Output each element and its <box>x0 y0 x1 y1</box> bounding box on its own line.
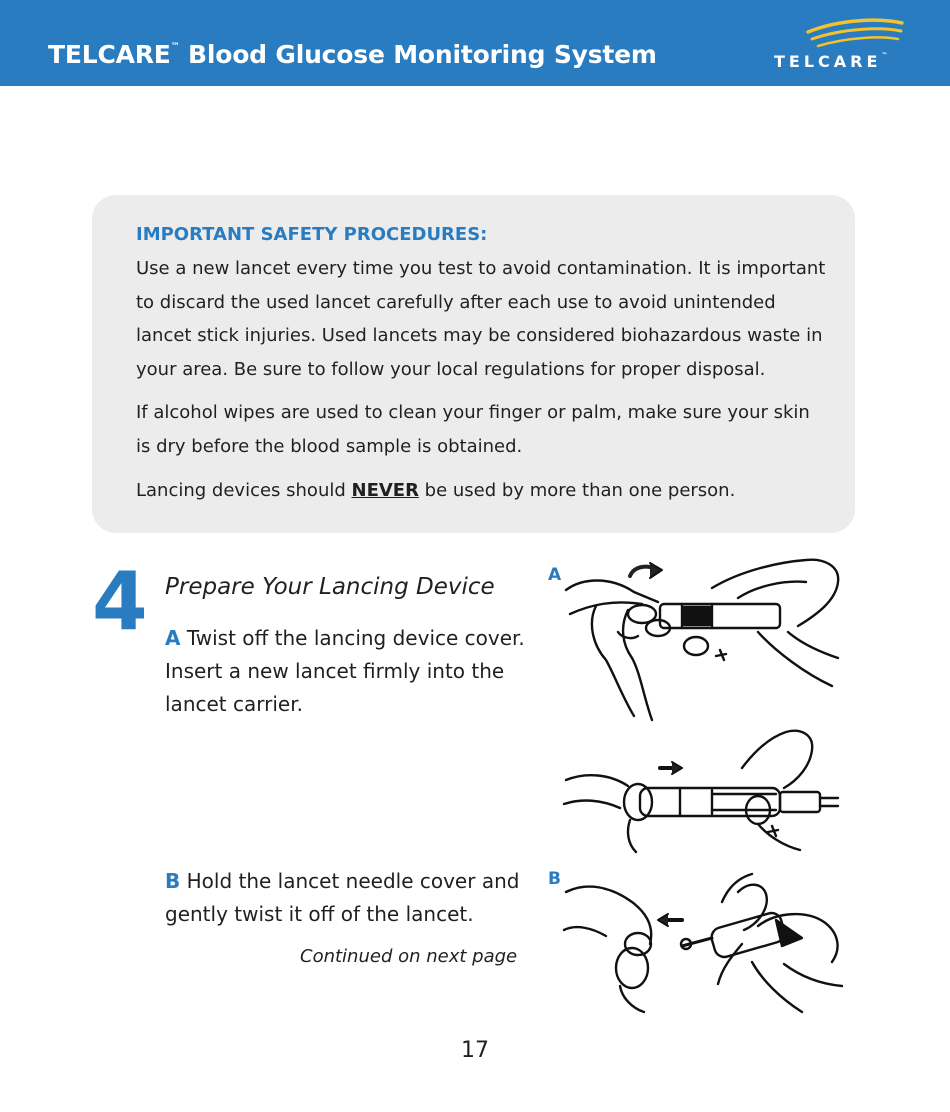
step-title: Prepare Your Lancing Device <box>165 574 495 600</box>
safety-paragraph-1: Use a new lancet every time you test to avoid contamination. It is important to discard the used lancet carefully after each use to avoid unintended lancet stick injuries. Used lancets may be considered biohazardous waste in your area. Be sure to follow your local regulations for proper disposal. <box>136 258 826 380</box>
page-header <box>0 0 950 86</box>
page-number: 17 <box>461 1038 489 1063</box>
step-b-letter: B <box>165 869 181 893</box>
continued-note: Continued on next page <box>300 946 518 967</box>
logo-wordmark <box>774 52 887 71</box>
step-b-instructions <box>165 865 535 931</box>
safety-paragraph-3-after: be used by more than one person. <box>418 480 736 501</box>
safety-paragraph-3-before: Lancing devices should <box>136 480 352 501</box>
safety-paragraph-3 <box>136 474 826 508</box>
step-number: 4 <box>92 555 148 648</box>
header-brand: TELCARE <box>48 40 171 69</box>
logo-text: TELCARE <box>774 52 882 71</box>
never-emphasis: NEVER <box>351 480 419 501</box>
twist-cover-illustration <box>562 548 844 728</box>
safety-paragraph-2: If alcohol wipes are used to clean your finger or palm, make sure your skin is dry before the blood sample is obtained. <box>136 402 810 457</box>
figure-b-label: B <box>548 869 561 889</box>
step-a-text: Twist off the lancing device cover. Insert a new lancet firmly into the lancet carrier. <box>165 626 525 716</box>
header-title-rest: Blood Glucose Monitoring System <box>179 40 657 69</box>
safety-heading: IMPORTANT SAFETY PROCEDURES: <box>136 224 488 245</box>
step-b-text: Hold the lancet needle cover and gently twist it off of the lancet. <box>165 869 520 926</box>
figure-a-label: A <box>548 565 562 585</box>
insert-lancet-illustration <box>562 728 844 860</box>
header-title <box>48 40 657 69</box>
remove-needle-cover-illustration <box>562 872 844 1022</box>
logo-trademark: ™ <box>881 52 888 59</box>
header-trademark: ™ <box>170 42 180 52</box>
logo-swoosh-icon <box>770 14 935 54</box>
step-a-instructions <box>165 622 535 721</box>
telcare-logo <box>770 14 935 76</box>
step-a-letter: A <box>165 626 181 650</box>
